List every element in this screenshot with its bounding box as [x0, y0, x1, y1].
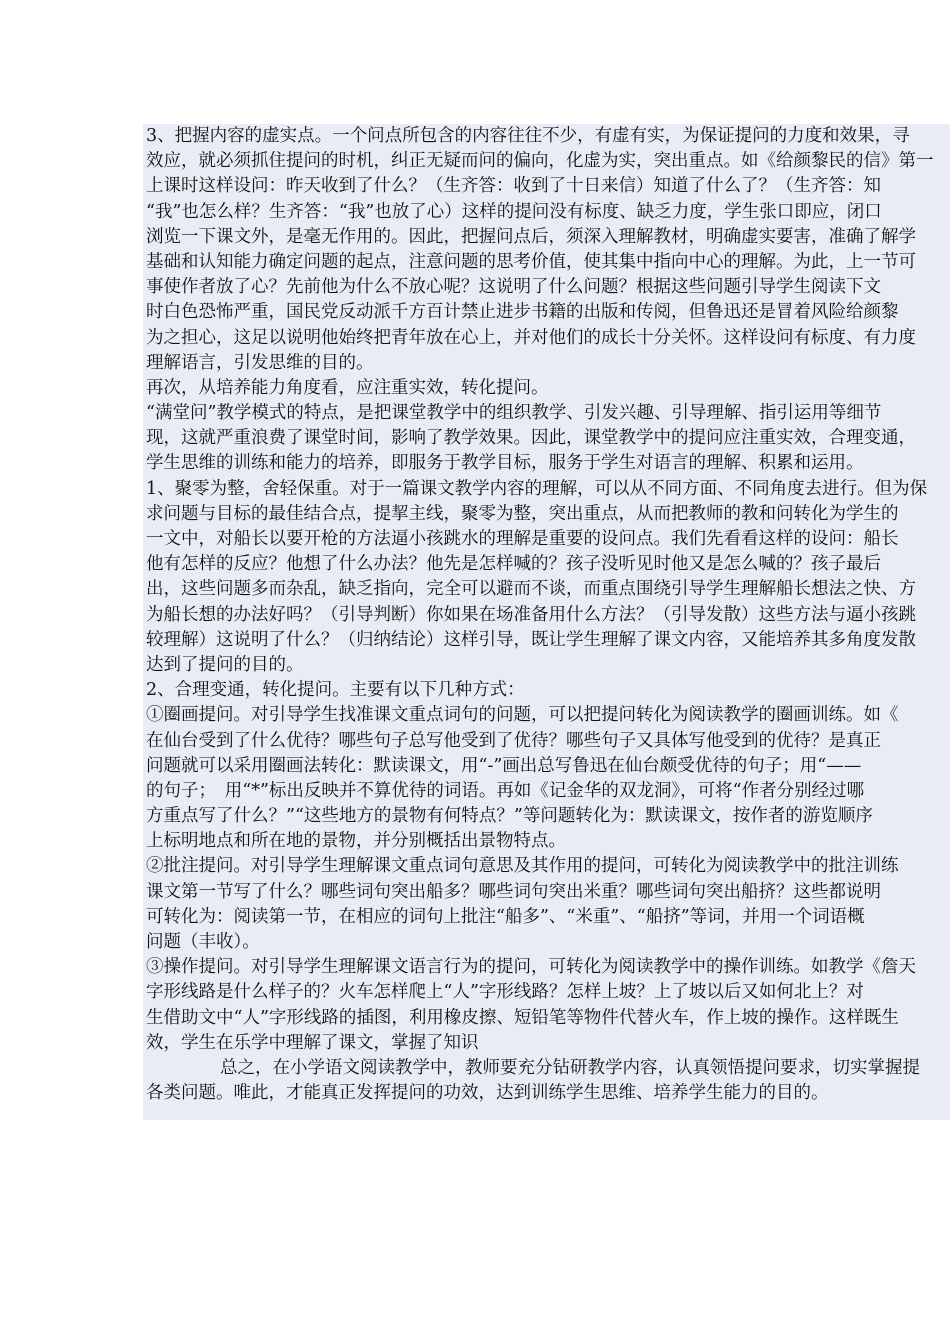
text-line: 1、聚零为整，舍轻保重。对于一篇课文教学内容的理解，可以从不同方面、不同角度去进行。但为保: [146, 478, 928, 499]
text-line: 上标明地点和所在地的景物，并分别概括出景物特点。: [146, 831, 566, 852]
text-line: 求问题与目标的最佳结合点，提挈主线，聚零为整，突出重点，从而把教师的教和问转化为学生的: [146, 503, 899, 524]
text-line: 较理解）这说明了什么？（归纳结论）这样引导，既让学生理解了课文内容，又能培养其多角度发散: [146, 629, 916, 650]
text-line: 他有怎样的反应？他想了什么办法？他先是怎样喊的？孩子没听见时他又是怎么喊的？孩子最后: [146, 554, 881, 575]
text-line: 方重点写了什么？”“这些地方的景物有何特点？”等问题转化为：默读课文，按作者的游览顺序: [146, 806, 873, 827]
text-line: 生借助文中“人”字形线路的插图，利用橡皮擦、短铅笔等物件代替火车，作上坡的操作。这样既生: [146, 1007, 899, 1028]
text-line: 再次，从培养能力角度看，应注重实效，转化提问。: [146, 377, 549, 398]
text-line: 效应，就必须抓住提问的时机，纠正无疑而问的偏向，化虚为实，突出重点。如《给颜黎民的信》第一: [146, 151, 934, 172]
text-line: 可转化为：阅读第一节，在相应的词句上批注“船多”、“米重”、“船挤”等词，并用一个词语概: [146, 906, 865, 927]
text-line: “我”也怎么样？生齐答：“我”也放了心）这样的提问没有标度、缺乏力度，学生张口即应，闭口: [146, 201, 882, 222]
text-line: 为之担心，这足以说明他始终把青年放在心上，并对他们的成长十分关怀。这样设问有标度、有力度: [146, 327, 916, 348]
text-line: 理解语言，引发思维的目的。: [146, 352, 374, 373]
text-line: 的句子； 用“*”标出反映并不算优待的词语。再如《记金华的双龙洞》，可将“作者分别经过哪: [146, 780, 865, 801]
text-line: 上课时这样设问：昨天收到了什么？（生齐答：收到了十日来信）知道了什么了？（生齐答：知: [146, 176, 881, 197]
text-line: 2、合理变通，转化提问。主要有以下几种方式：: [146, 680, 525, 701]
text-line: 各类问题。唯此，才能真正发挥提问的功效，达到训练学生思维、培养学生能力的目的。: [146, 1083, 829, 1104]
text-line: 基础和认知能力确定问题的起点，注意问题的思考价值，使其集中指向中心的理解。为此，上一节可: [146, 251, 916, 272]
text-line: 出，这些问题多而杂乱，缺乏指向，完全可以避而不谈，而重点围绕引导学生理解船长想法之快、方: [146, 579, 916, 600]
text-line: 在仙台受到了什么优待？哪些句子总写他受到了优待？哪些句子又具体写他受到的优待？是真正: [146, 730, 881, 751]
document-text-block: [143, 124, 950, 1120]
text-line: ②批注提问。对引导学生理解课文重点词句意思及其作用的提问，可转化为阅读教学中的批注训练: [146, 856, 899, 877]
text-line: 浏览一下课文外，是毫无作用的。因此，把握问点后，须深入理解教材，明确虚实要害，准确了解学: [146, 226, 916, 247]
text-line-indented: 总之，在小学语文阅读教学中，教师要充分钻研教学内容，认真领悟提问要求，切实掌握提: [220, 1057, 920, 1078]
text-line: ①圈画提问。对引导学生找准课文重点词句的问题，可以把提问转化为阅读教学的圈画训练。如《: [146, 705, 899, 726]
text-line: “满堂问”教学模式的特点，是把课堂教学中的组织教学、引发兴趣、引导理解、指引运用等细节: [146, 403, 882, 424]
text-line: 效，学生在乐学中理解了课文，掌握了知识: [146, 1032, 479, 1053]
text-line: 课文第一节写了什么？哪些词句突出船多？哪些词句突出米重？哪些词句突出船挤？这些都说明: [146, 881, 881, 902]
text-line: 字形线路是什么样子的？火车怎样爬上“人”字形线路？怎样上坡？上了坡以后又如何北上？对: [146, 982, 864, 1003]
text-line: 达到了提问的目的。: [146, 654, 304, 675]
text-line: 事使作者放了心？先前他为什么不放心呢？这说明了什么问题？根据这些问题引导学生阅读下文: [146, 277, 881, 298]
text-line: 学生思维的训练和能力的培养，即服务于教学目标，服务于学生对语言的理解、积累和运用。: [146, 453, 864, 474]
text-line: ③操作提问。对引导学生理解课文语言行为的提问，可转化为阅读教学中的操作训练。如教学《詹天: [146, 957, 916, 978]
text-line: 问题就可以采用圈画法转化：默读课文，用“-”画出总写鲁迅在仙台颇受优待的句子；用“——: [146, 755, 862, 776]
text-line: 问题（丰收）。: [146, 932, 260, 952]
text-line: 为船长想的办法好吗？（引导判断）你如果在场准备用什么方法？（引导发散）这些方法与逼小孩跳: [146, 604, 916, 625]
text-line: 现，这就严重浪费了课堂时间，影响了教学效果。因此，课堂教学中的提问应注重实效，合理变通，: [146, 428, 916, 449]
text-line: 时白色恐怖严重，国民党反动派千方百计禁止进步书籍的出版和传阅，但鲁迅还是冒着风险给颜黎: [146, 302, 899, 323]
text-line: 3、把握内容的虚实点。一个问点所包含的内容往往不少，有虚有实，为保证提问的力度和效果，寻: [146, 126, 910, 146]
text-line: 一文中，对船长以要开枪的方法逼小孩跳水的理解是重要的设问点。我们先看看这样的设问：船长: [146, 529, 899, 549]
